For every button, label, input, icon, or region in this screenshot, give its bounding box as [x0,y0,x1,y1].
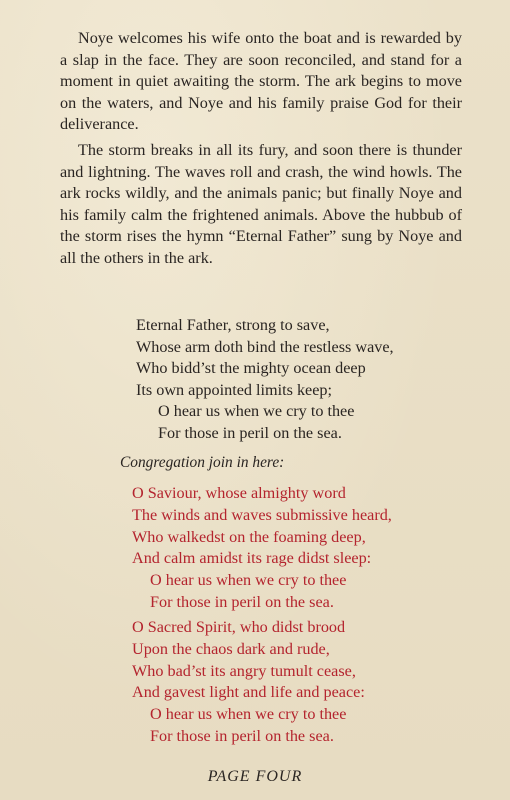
hymn-verse-3 [132,617,472,748]
hymn-line: Whose arm doth bind the restless wave, [136,337,394,356]
hymn-line: And calm amidst its rage didst sleep: [132,549,372,568]
hymn-verse-1 [136,315,476,445]
hymn-line: O Sacred Spirit, who didst brood [132,618,346,636]
hymn-line: O Saviour, whose almighty word [132,484,346,502]
hymn-refrain-line: For those in peril on the sea. [150,726,334,745]
hymn-verse-2 [132,483,472,614]
hymn-refrain-line: For those in peril on the sea. [158,423,342,442]
synopsis-paragraph-2: The storm breaks in all its fury, and soon there is thunder and lightning. The waves roll and crash, the wind howls. The ark rocks wildly, and the animals panic; but finally Noye and his family calm the frightened animals. Above the hubbub of the storm rises the hymn “Eternal Father” sung by Noye and all the others in the ark. [60,140,462,267]
hymn-refrain-line: For those in peril on the sea. [150,592,334,611]
hymn-line: Who walkedst on the foaming deep, [132,527,366,546]
hymn-refrain-line: O hear us when we cry to thee [158,402,355,421]
synopsis-text [60,28,462,274]
page-number: PAGE FOUR [207,768,303,785]
hymn-line: Eternal Father, strong to save, [136,316,330,334]
hymn-line: The winds and waves submissive heard, [132,505,392,524]
hymn-line: Who bad’st its angry tumult cease, [132,661,356,680]
hymn-line: Who bidd’st the mighty ocean deep [136,359,366,378]
hymn-refrain-line: O hear us when we cry to thee [150,705,347,724]
synopsis-paragraph-1: Noye welcomes his wife onto the boat and is rewarded by a slap in the face. They are soon reconciled, and stand for a moment in quiet awaiting the storm. The ark begins to move on the waters, and Noye and his family praise God for their deliverance. [60,29,462,134]
hymn-line: Upon the chaos dark and rude, [132,639,330,658]
hymn-line: And gavest light and life and peace: [132,683,365,702]
hymn-refrain-line: O hear us when we cry to thee [150,571,347,590]
congregation-note: Congregation join in here: [120,454,285,471]
hymn-line: Its own appointed limits keep; [136,380,333,399]
